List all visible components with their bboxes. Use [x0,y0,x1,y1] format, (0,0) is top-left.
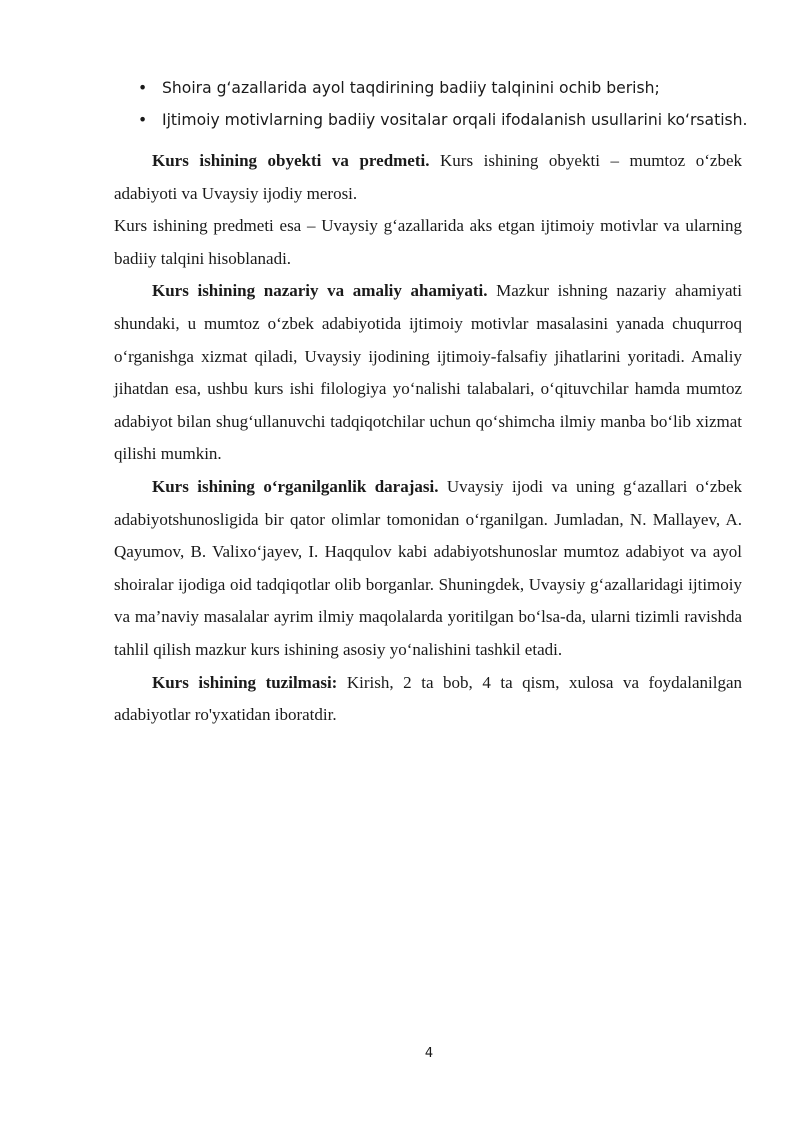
bullet-icon: • [138,79,148,97]
section-text: Kurs ishining predmeti esa – Uvaysiy g‘azallarida aks etgan ijtimoiy motivlar va ularning badiiy talqini hisoblanadi. [114,216,742,268]
section-text: Uvaysiy ijodi va uning g‘azallari o‘zbek adabiyotshunosligida bir qator olimlar tomonidan o‘rganilgan. Jumladan, N. Mallayev, A. Qayumov, B. Valixo‘jayev, I. Haqqulov kabi adabiyotshunoslar mumtoz adabiyot va ayol shoiralar ijodiga oid tadqiqotlar olib borganlar. Shuningdek, Uvaysiy g‘azallaridagi ijtimoiy va ma’naviy masalalar ayrim ilmiy maqolalarda yoritilgan bo‘lsa-da, ularni tizimli ravishda tahlil qilish mazkur kurs ishining asosiy yo‘nalishini tashkil etadi. [114,476,743,659]
section-heading: Kurs ishining o‘rganilganlik darajasi. [152,476,439,496]
section-structure [114,667,742,732]
section-heading: Kurs ishining nazariy va amaliy ahamiyati. [152,281,488,301]
goals-list [114,72,748,136]
section-text: Kurs ishining obyekti – mumtoz o‘zbek adabiyoti va Uvaysiy ijodiy merosi. [114,151,742,203]
section-significance [114,275,742,471]
list-item-text: Shoira g‘azallarida ayol taqdirining badiiy talqinini ochib berish; [162,79,660,97]
section-text: Mazkur ishning nazariy ahamiyati shundaki, u mumtoz o‘zbek adabiyotida ijtimoiy motivlar masalasini yanada chuqurroq o‘rganishga xizmat qiladi, Uvaysiy ijodining ijtimoiy-falsafiy jihatlarini yoritadi. Amaliy jihatdan esa, ushbu kurs ishi filologiya yo‘nalishi talabalari, o‘qituvchilar hamda mumtoz adabiyot bilan shug‘ullanuvchi tadqiqotchilar uchun qo‘shimcha ilmiy manba bo‘lib xizmat qilishi mumkin. [114,281,742,464]
section-heading: Kurs ishining obyekti va predmeti. [152,151,430,170]
list-item [114,104,748,136]
list-item [114,72,742,104]
section-degree-of-study [114,471,742,667]
section-object-subject [114,145,742,210]
list-item-text: Ijtimoiy motivlarning badiiy vositalar orqali ifodalanish usullarini ko‘rsatish. [162,111,748,129]
bullet-icon: • [138,111,148,129]
page-number: 4 [424,1046,434,1061]
section-subject-continued [114,210,742,275]
document-page [114,72,748,732]
section-heading: Kurs ishining tuzilmasi: [152,672,338,692]
section-text: Kirish, 2 ta bob, 4 ta qism, xulosa va foydalanilgan adabiyotlar ro'yxatidan iboratdir. [114,672,742,725]
